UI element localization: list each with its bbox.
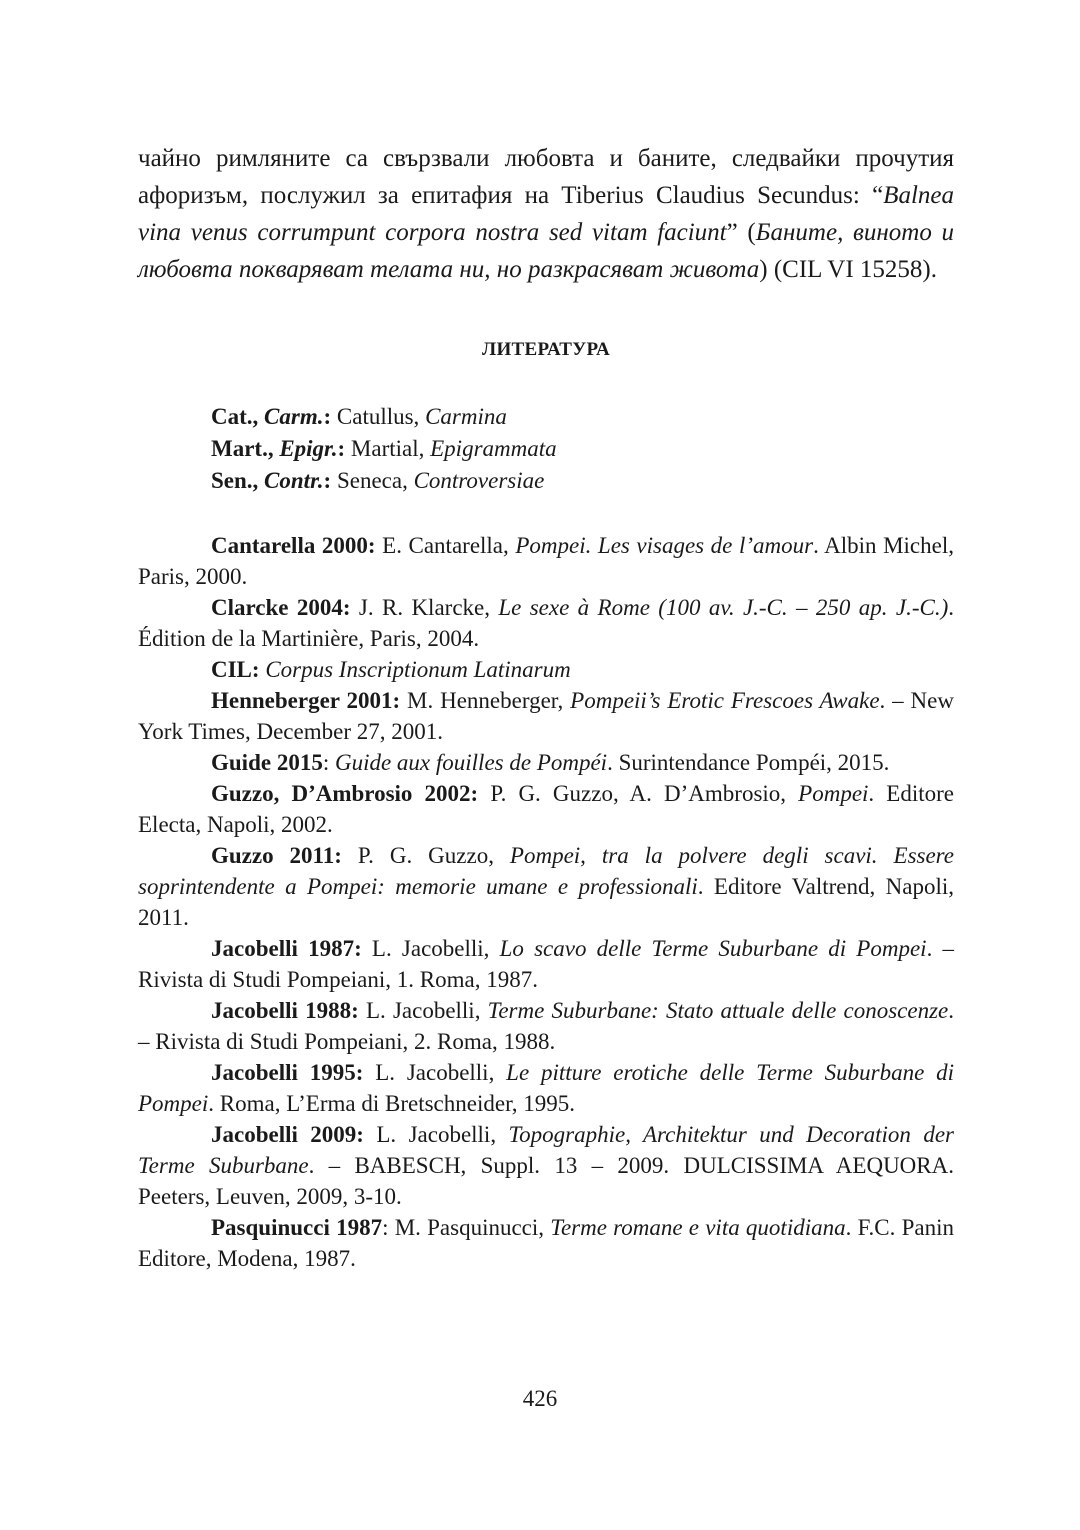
abbreviations-list bbox=[211, 401, 954, 497]
reference-item: Cantarella 2000: E. Cantarella, Pompei. Les visages de l’amour. Albin Michel, Paris, 2000. bbox=[138, 533, 954, 589]
abbreviation-item: Sen., Contr.: Seneca, Controversiae bbox=[211, 468, 545, 493]
abbreviation-item: Cat., Carm.: Catullus, Carmina bbox=[211, 404, 507, 429]
references-list bbox=[138, 530, 954, 1274]
reference-item: Henneberger 2001: M. Henneberger, Pompeii’s Erotic Frescoes Awake. – New York Times, December 27, 2001. bbox=[138, 688, 954, 744]
quote-translation: Баните, виното и любовта покваряват телата ни, но разкрасяват живота bbox=[138, 219, 955, 283]
intro-text-2: ” ( bbox=[726, 219, 756, 246]
intro-text-3: ) (CIL VI 15258). bbox=[759, 256, 937, 283]
reference-item: Pasquinucci 1987: M. Pasquinucci, Terme romane e vita quotidiana. F.C. Panin Editore, Modena, 1987. bbox=[138, 1215, 954, 1271]
section-heading: ЛИТЕРАТУРА bbox=[481, 339, 611, 360]
reference-item: Jacobelli 2009: L. Jacobelli, Topographie, Architektur und Decoration der Terme Suburbane. – BABESCH, Suppl. 13 – 2009. DULCISSIMA AEQUORA. Peeters, Leuven, 2009, 3-10. bbox=[138, 1122, 954, 1209]
page-number: 426 bbox=[522, 1386, 558, 1411]
reference-item: Guzzo 2011: P. G. Guzzo, Pompei, tra la polvere degli scavi. Essere soprintendente a Pompei: memorie umane e professionali. Editore Valtrend, Napoli, 2011. bbox=[138, 843, 954, 930]
reference-item: CIL: Corpus Inscriptionum Latinarum bbox=[211, 657, 571, 682]
page-body bbox=[138, 140, 954, 1274]
reference-item: Clarcke 2004: J. R. Klarcke, Le sexe à Rome (100 av. J.-C. – 250 ap. J.-C.). Édition de la Martinière, Paris, 2004. bbox=[138, 595, 954, 651]
abbreviation-item: Mart., Epigr.: Martial, Epigrammata bbox=[211, 436, 557, 461]
reference-item: Jacobelli 1987: L. Jacobelli, Lo scavo delle Terme Suburbane di Pompei. – Rivista di Studi Pompeiani, 1. Roma, 1987. bbox=[138, 936, 955, 992]
reference-item: Guide 2015: Guide aux fouilles de Pompéi. Surintendance Pompéi, 2015. bbox=[211, 750, 890, 775]
intro-paragraph bbox=[138, 140, 954, 288]
intro-text-1: чайно римляните са свързвали любовта и баните, следвайки прочутия афоризъм, послужил за епитафия на Tiberius Claudius Secundus: “ bbox=[138, 145, 954, 209]
latin-quote: Balnea vina venus corrumpunt corpora nostra sed vitam faciunt bbox=[138, 182, 954, 246]
reference-item: Jacobelli 1995: L. Jacobelli, Le pitture erotiche delle Terme Suburbane di Pompei. Roma, L’Erma di Bretschneider, 1995. bbox=[138, 1060, 954, 1116]
reference-item: Guzzo, D’Ambrosio 2002: P. G. Guzzo, A. D’Ambrosio, Pompei. Editore Electa, Napoli, 2002. bbox=[138, 781, 954, 837]
reference-item: Jacobelli 1988: L. Jacobelli, Terme Suburbane: Stato attuale delle conoscenze. – Rivista di Studi Pompeiani, 2. Roma, 1988. bbox=[138, 998, 954, 1054]
